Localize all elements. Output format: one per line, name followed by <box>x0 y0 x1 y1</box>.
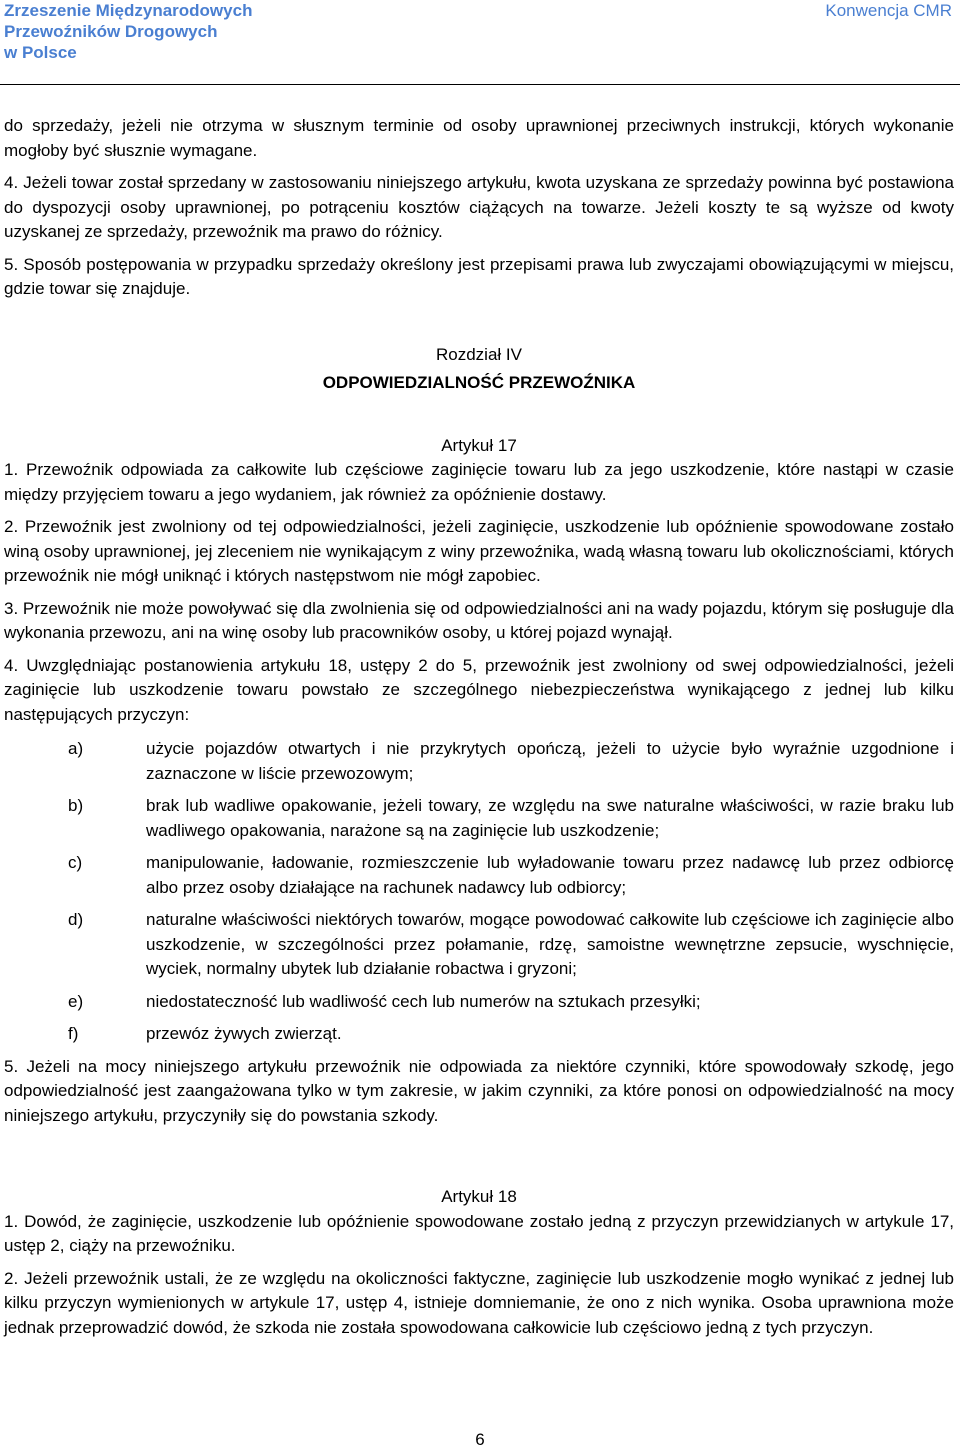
organization-name <box>4 0 252 63</box>
org-line-3: w Polsce <box>4 43 77 62</box>
article-18-paragraph-1: 1. Dowód, że zaginięcie, uszkodzenie lub opóźnienie spowodowane zostało jedną z przyczyn przewidzianych w artykule 17, ustęp 2, ciąży na przewoźniku. <box>4 1211 954 1255</box>
list-item-text: niedostateczność lub wadliwość cech lub numerów na sztukach przesyłki; <box>146 991 701 1011</box>
org-line-2: Przewoźników Drogowych <box>4 22 218 41</box>
list-item-text: użycie pojazdów otwartych i nie przykrytych opończą, jeżeli to użycie było wyraźnie uzgodnione i zaznaczone w liście przewozowym; <box>146 739 954 783</box>
paragraph-continued: do sprzedaży, jeżeli nie otrzyma w słusznym terminie od osoby uprawnionej przeciwnych instrukcji, których wykonanie mogłoby być słusznie wymagane. <box>4 116 954 160</box>
chapter-label: Rozdział IV <box>436 344 522 364</box>
article-17-paragraph-1: 1. Przewoźnik odpowiada za całkowite lub częściowe zaginięcie towaru lub za jego uszkodzenie, które nastąpi w czasie między przyjęciem towaru a jego wydaniem, jak również za opóźnienie dostawy. <box>4 460 954 504</box>
article-17-paragraph-3: 3. Przewoźnik nie może powoływać się dla zwolnienia się od odpowiedzialności ani na wady pojazdu, którym się posługuje dla wykonania przewozu, ani na winę osoby lub pracowników osoby, u której pojazd wynajął. <box>4 598 954 642</box>
list-item-text: przewóz żywych zwierząt. <box>146 1024 342 1043</box>
article-18-paragraph-2: 2. Jeżeli przewoźnik ustali, że ze względu na okoliczności faktyczne, zaginięcie lub uszkodzenie mogło wynikać z jednej lub kilku przyczyn wymienionych w artykule 17, ustęp 4, istnieje domniemanie, że ono z nich wynika. Osoba uprawniona może jednak przeprowadzić dowód, że szkoda nie została spowodowana całkowicie lub częściowo jedną z tych przyczyn. <box>4 1268 954 1337</box>
org-line-1: Zrzeszenie Międzynarodowych <box>4 1 253 20</box>
article-17-paragraph-4: 4. Uwzględniając postanowienia artykułu 18, ustępy 2 do 5, przewoźnik jest zwolniony od swej odpowiedzialności, jeżeli zaginięcie lub uszkodzenie towaru powstało ze szczególnego niebezpieczeństwa wynikającego z jednej lub kilku następujących przyczyn: <box>4 655 954 724</box>
paragraph-4: 4. Jeżeli towar został sprzedany w zastosowaniu niniejszego artykułu, kwota uzyskana ze sprzedaży powinna być postawiona do dyspozycji osoby uprawnionej, po potrąceniu kosztów ciążących na towarze. Jeżeli koszty te są wyższe od kwoty uzyskanej ze sprzedaży, przewoźnik ma prawo do różnicy. <box>4 173 954 241</box>
paragraph-5: 5. Sposób postępowania w przypadku sprzedaży określony jest przepisami prawa lub zwyczajami obowiązującymi w miejscu, gdzie towar się znajduje. <box>4 254 954 298</box>
list-item-text: manipulowanie, ładowanie, rozmieszczenie lub wyładowanie towaru przez nadawcę lub przez odbiorcę albo przez osoby działające na rachunek nadawcy lub odbiorcy; <box>146 853 954 897</box>
article-17-paragraph-5: 5. Jeżeli na mocy niniejszego artykułu przewoźnik nie odpowiada za niektóre czynniki, które spowodowały szkodę, jego odpowiedzialność jest zaangażowana tylko w tym zakresie, w jakim czynniki, za które ponosi on odpowiedzialność na mocy niniejszego artykułu, przyczyniły się do powstania szkody. <box>4 1056 954 1125</box>
list-item-text: naturalne właściwości niektórych towarów, mogące powodować całkowite lub częściowe ich zaginięcie albo uszkodzenie, w szczególności przez połamanie, rdzę, samoistne wewnętrzne zepsucie, wyschnięcie, wyciek, normalny ubytek lub działanie robactwa i gryzoni; <box>146 910 954 978</box>
list-item <box>4 908 954 982</box>
page-header <box>0 0 960 85</box>
list-item <box>4 851 954 900</box>
list-item-letter: c) <box>68 853 83 872</box>
document-title: Konwencja CMR <box>825 1 952 20</box>
list-item-letter: f) <box>68 1024 79 1043</box>
list-item-letter: d) <box>68 910 84 929</box>
causes-list <box>4 737 954 1047</box>
document-body <box>4 114 954 1340</box>
article-17-heading: Artykuł 17 <box>441 435 517 455</box>
list-item <box>4 737 954 786</box>
list-item-text: brak lub wadliwe opakowanie, jeżeli towary, ze względu na swe naturalne właściwości, w razie braku lub wadliwego opakowania, narażone są na zaginięcie lub uszkodzenie; <box>146 796 954 840</box>
list-item <box>4 1022 954 1047</box>
list-item-letter: a) <box>68 739 84 758</box>
chapter-title: ODPOWIEDZIALNOŚĆ PRZEWOŹNIKA <box>322 373 636 392</box>
list-item <box>4 794 954 843</box>
list-item-letter: b) <box>68 796 84 815</box>
article-18-heading: Artykuł 18 <box>441 1187 517 1206</box>
page-number: 6 <box>475 1430 485 1449</box>
list-item-letter: e) <box>68 991 84 1011</box>
article-17-paragraph-2: 2. Przewoźnik jest zwolniony od tej odpowiedzialności, jeżeli zaginięcie, uszkodzenie lub opóźnienie spowodowane zostało winą osoby uprawnionej, jej zleceniem nie wynikającym z winy przewoźnika, wadą własną towaru lub okolicznościami, których przewoźnik nie mógł uniknąć i których następstwom nie mógł zapobiec. <box>4 517 954 585</box>
list-item <box>4 990 954 1015</box>
